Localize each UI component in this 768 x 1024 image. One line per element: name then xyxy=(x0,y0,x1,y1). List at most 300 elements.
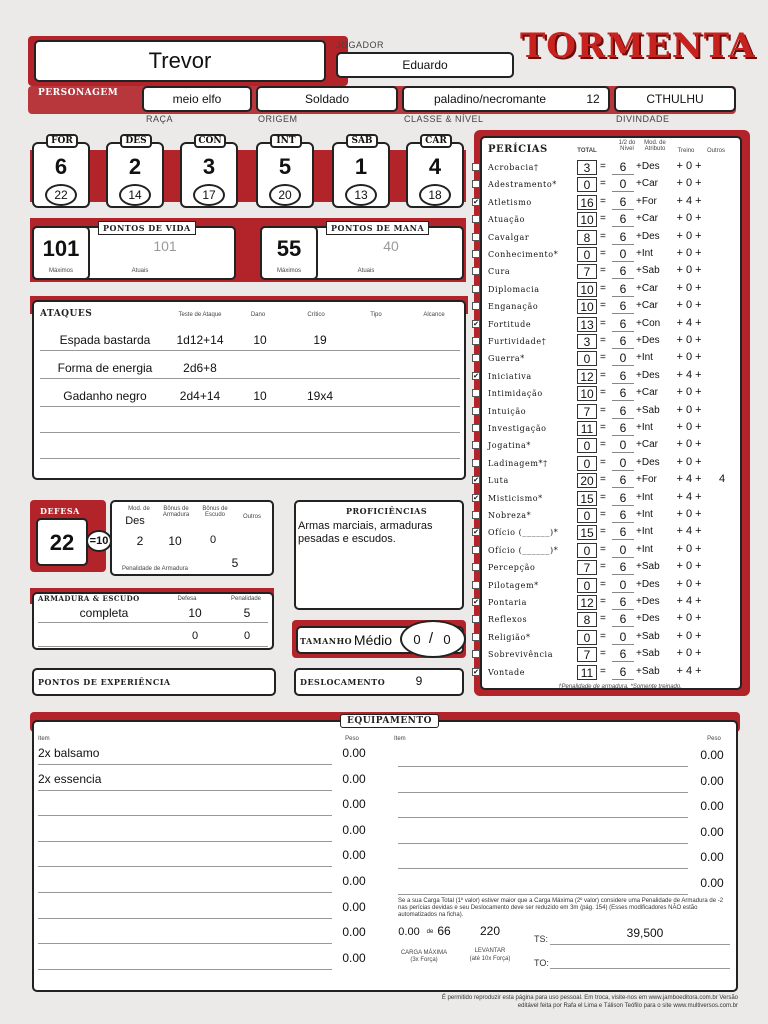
defense-label: DEFESA xyxy=(40,506,80,516)
equip-item-weight[interactable]: 0.00 xyxy=(342,797,366,812)
skill-total[interactable]: 0 xyxy=(577,578,597,593)
attack-header-range: Alcance xyxy=(423,312,445,318)
skill-row[interactable] xyxy=(473,473,746,490)
equip-item-weight[interactable]: 0.00 xyxy=(342,822,366,837)
skill-training: + 0 + xyxy=(676,560,702,573)
skill-half-level: 0 xyxy=(612,247,634,262)
skill-equals: = xyxy=(600,161,606,172)
class-value: paladino/necromante xyxy=(433,92,547,106)
skill-total[interactable]: 12 xyxy=(577,595,597,610)
defense-armor-label: Bônus de Armadura xyxy=(162,506,190,518)
skill-half-level: 6 xyxy=(612,665,634,680)
attack-name[interactable]: Espada bastarda xyxy=(59,333,151,347)
skill-total[interactable]: 7 xyxy=(577,560,597,575)
attack-critical[interactable]: 19x4 xyxy=(306,389,334,403)
tormenta-logo: TORMENTA xyxy=(520,26,756,66)
skill-name: Cura xyxy=(488,267,511,277)
skill-row[interactable] xyxy=(484,386,746,403)
size-b: 0 xyxy=(443,632,451,647)
skill-training: + 4 + xyxy=(676,664,702,677)
skills-footnote: †Penalidade de armadura. *Somente treinado. xyxy=(558,684,682,690)
skill-row[interactable] xyxy=(484,177,746,194)
skill-attr: +Int xyxy=(636,543,653,555)
skill-attr: +Car xyxy=(636,300,658,312)
skill-row[interactable] xyxy=(484,299,746,316)
attr-con[interactable]: CON 3 17 xyxy=(180,134,240,208)
skill-total[interactable]: 20 xyxy=(577,473,597,488)
skills-label: PERÍCIAS xyxy=(488,144,548,155)
skill-half-level: 0 xyxy=(612,177,634,192)
skill-name: Pilotagem* xyxy=(488,580,539,590)
skill-half-level: 6 xyxy=(612,508,634,523)
skill-row[interactable] xyxy=(473,664,746,682)
skill-total[interactable]: 8 xyxy=(577,612,597,627)
skill-equals: = xyxy=(600,230,606,242)
proficiencies-label: PROFICIÊNCIAS xyxy=(346,506,428,516)
skill-row[interactable] xyxy=(484,264,746,281)
skill-attr: +Des xyxy=(636,596,660,607)
attr-for[interactable]: FOR 6 22 xyxy=(32,134,92,208)
skill-half-level: 6 xyxy=(612,421,634,436)
skill-attr: +Des xyxy=(636,456,660,468)
skill-trained-checkbox[interactable] xyxy=(472,389,480,397)
skill-total[interactable]: 15 xyxy=(577,525,597,540)
skill-trained-checkbox[interactable] xyxy=(472,180,480,188)
skill-attr: +Sab xyxy=(636,648,660,660)
lift-label: LEVANTAR xyxy=(474,948,506,954)
skill-row[interactable] xyxy=(484,282,746,299)
skill-trained-checkbox[interactable] xyxy=(472,633,480,641)
skill-attr: +Car xyxy=(636,213,658,225)
skill-name: Misticismo* xyxy=(488,493,543,503)
skill-trained-checkbox[interactable]: ✔ xyxy=(473,477,479,485)
skill-row[interactable] xyxy=(473,194,746,212)
skill-half-level: 0 xyxy=(612,438,634,453)
skill-equals: = xyxy=(600,578,606,590)
skill-total[interactable]: 0 xyxy=(577,543,597,558)
attack-critical[interactable]: 19 xyxy=(313,333,327,347)
skill-half-level: 0 xyxy=(612,456,634,471)
skill-training: + 0 + xyxy=(676,577,702,590)
skill-attr: +Sab xyxy=(636,561,660,573)
skill-row[interactable] xyxy=(484,560,746,577)
skill-total[interactable]: 10 xyxy=(577,212,597,227)
skill-half-level: 6 xyxy=(612,491,634,506)
skill-half-level: 6 xyxy=(612,369,634,384)
skill-row[interactable] xyxy=(484,630,746,647)
personagem-label: PERSONAGEM xyxy=(38,88,119,98)
skill-name: Intuição xyxy=(488,406,527,416)
attack-name[interactable]: Gadanho negro xyxy=(63,389,147,403)
skill-trained-checkbox[interactable] xyxy=(472,215,480,223)
skill-equals: = xyxy=(600,509,606,520)
skill-row[interactable] xyxy=(484,247,746,264)
skill-training: + 0 + xyxy=(676,299,702,312)
skill-attr: +Des xyxy=(636,613,660,625)
shield-defense[interactable]: 0 xyxy=(191,630,199,642)
skill-total[interactable]: 0 xyxy=(577,508,597,523)
defense-armor-val: 10 xyxy=(168,534,182,548)
skill-trained-checkbox[interactable] xyxy=(472,459,480,467)
skill-attr: +Sab xyxy=(636,404,660,416)
armor-defense[interactable]: 10 xyxy=(188,606,202,620)
skill-trained-checkbox[interactable] xyxy=(472,267,480,275)
equip-item-weight[interactable]: 0.00 xyxy=(342,746,366,760)
skill-row[interactable] xyxy=(484,543,746,560)
skill-trained-checkbox[interactable]: ✔ xyxy=(473,494,479,502)
skill-row[interactable] xyxy=(484,612,746,629)
skill-trained-checkbox[interactable] xyxy=(472,581,480,589)
skill-training: + 0 + xyxy=(676,455,702,468)
skill-total[interactable]: 0 xyxy=(577,438,597,453)
skill-total[interactable]: 12 xyxy=(577,369,597,384)
skill-total[interactable]: 0 xyxy=(577,177,597,192)
skill-half-level: 6 xyxy=(612,560,634,575)
skill-attr: +Car xyxy=(636,282,658,294)
hp-current: 101 xyxy=(153,238,177,254)
skill-training: + 4 + xyxy=(676,316,702,329)
skill-trained-checkbox[interactable] xyxy=(472,163,480,171)
skill-training: + 4 + xyxy=(676,368,702,381)
skill-name: Religião* xyxy=(488,632,531,642)
skill-total[interactable]: 11 xyxy=(577,421,597,436)
skill-equals: = xyxy=(600,491,606,503)
skills-attr-label: Mod. de Atributo xyxy=(644,140,666,152)
movement-label: DESLOCAMENTO xyxy=(300,677,386,687)
skill-total[interactable]: 0 xyxy=(577,456,597,471)
skill-row[interactable] xyxy=(484,334,746,351)
skill-half-level: 6 xyxy=(612,195,634,210)
ts-label: TS: xyxy=(534,934,549,944)
origin-label: ORIGEM xyxy=(258,114,298,124)
skill-attr: +Sab xyxy=(636,265,660,277)
attack-test[interactable]: 1d12+14 xyxy=(176,333,224,347)
skill-attr: +Int xyxy=(636,248,653,259)
skill-trained-checkbox[interactable] xyxy=(472,563,480,571)
skill-half-level: 6 xyxy=(612,525,634,540)
skill-name: Nobreza* xyxy=(488,511,532,520)
skill-trained-checkbox[interactable]: ✔ xyxy=(473,320,479,328)
skill-training: + 4 + xyxy=(676,525,702,538)
skill-equals: = xyxy=(600,404,606,416)
skill-row[interactable] xyxy=(484,508,746,525)
level-value: 12 xyxy=(586,92,600,106)
skill-training: + 0 + xyxy=(676,403,702,416)
skill-trained-checkbox[interactable] xyxy=(472,285,480,293)
race-value: meio elfo xyxy=(172,92,222,106)
defense-base: =10 xyxy=(86,530,112,552)
skill-trained-checkbox[interactable] xyxy=(472,233,480,241)
skill-row[interactable] xyxy=(484,456,746,473)
skill-attr: +Int xyxy=(636,509,653,520)
skill-training: + 0 + xyxy=(676,264,702,277)
skill-row[interactable] xyxy=(484,230,746,247)
size-slash: / xyxy=(428,630,434,647)
skill-row[interactable] xyxy=(473,595,746,612)
skill-trained-checkbox[interactable]: ✔ xyxy=(473,668,479,676)
skill-attr: +Des xyxy=(636,161,660,172)
equip-item-weight[interactable]: 0.00 xyxy=(700,748,724,762)
skill-half-level: 6 xyxy=(612,212,634,227)
size-label: TAMANHO xyxy=(300,636,353,646)
skill-name: Furtividade† xyxy=(488,337,547,346)
skill-half-level: 0 xyxy=(612,630,634,645)
skill-trained-checkbox[interactable] xyxy=(472,441,480,449)
skill-name: Iniciativa xyxy=(488,371,532,381)
skill-training: + 0 + xyxy=(676,438,702,451)
skill-attr: +Car xyxy=(636,439,658,451)
armor-name[interactable]: completa xyxy=(79,606,129,620)
equip-item-weight[interactable]: 0.00 xyxy=(700,876,724,890)
skill-training: + 0 + xyxy=(676,508,702,520)
equip-weight-label-right: Peso xyxy=(707,736,721,742)
skill-name: Ofício (______)* xyxy=(488,545,559,555)
skill-total[interactable]: 10 xyxy=(577,386,597,401)
armor-penalty[interactable]: 5 xyxy=(243,606,251,620)
skill-half-level: 6 xyxy=(612,595,634,610)
to-label: TO: xyxy=(534,958,549,968)
skill-row[interactable] xyxy=(473,525,746,542)
skill-attr: +For xyxy=(636,195,657,207)
skill-attr: +Sab xyxy=(636,665,660,677)
skill-total[interactable]: 11 xyxy=(577,665,597,680)
skill-half-level: 6 xyxy=(612,473,634,488)
skill-name: Intimidação xyxy=(488,389,543,399)
skill-total[interactable]: 15 xyxy=(577,491,597,506)
skill-total[interactable]: 8 xyxy=(577,230,597,245)
skill-trained-checkbox[interactable] xyxy=(472,337,480,345)
defense-total: 22 xyxy=(49,530,75,555)
skill-trained-checkbox[interactable] xyxy=(472,511,480,519)
skill-name: Acrobacia† xyxy=(488,163,539,172)
skill-half-level: 6 xyxy=(612,334,634,349)
skill-attr: +Car xyxy=(636,178,658,190)
skill-name: Cavalgar xyxy=(488,232,530,242)
skill-equals: = xyxy=(600,665,606,677)
skill-row[interactable] xyxy=(484,438,746,455)
skill-equals: = xyxy=(600,213,606,225)
skill-total[interactable]: 7 xyxy=(577,647,597,662)
attack-header-damage: Dano xyxy=(250,312,266,318)
skill-row[interactable] xyxy=(484,160,746,177)
skill-attr: +Des xyxy=(636,230,660,242)
skill-attr: +Des xyxy=(636,578,660,590)
defense-others-label: Outros xyxy=(242,514,261,520)
skill-total[interactable]: 0 xyxy=(577,247,597,262)
skill-trained-checkbox[interactable] xyxy=(472,650,480,658)
equip-item-weight[interactable]: 0.00 xyxy=(342,848,366,863)
equip-item-weight[interactable]: 0.00 xyxy=(700,773,724,788)
skill-total[interactable]: 16 xyxy=(577,195,597,210)
defense-shield-label: Bônus de Escudo xyxy=(202,506,228,518)
skill-equals: = xyxy=(600,439,606,451)
skill-trained-checkbox[interactable] xyxy=(472,407,480,415)
skill-equals: = xyxy=(600,630,606,642)
skill-total[interactable]: 7 xyxy=(577,404,597,419)
skill-name: Ladinagem*† xyxy=(488,458,548,468)
mp-label: PONTOS DE MANA xyxy=(326,221,429,235)
attack-test[interactable]: 2d6+8 xyxy=(183,361,217,375)
skill-trained-checkbox[interactable] xyxy=(472,424,480,432)
hp-current-label: Atuais xyxy=(131,268,149,274)
skill-attr: +For xyxy=(636,474,657,486)
skill-half-level: 0 xyxy=(612,578,634,593)
equip-item-weight[interactable]: 0.00 xyxy=(342,925,366,940)
deity-value: CTHULHU xyxy=(646,92,704,106)
skill-name: Investigação xyxy=(488,424,547,433)
equip-item-weight[interactable]: 0.00 xyxy=(342,950,366,965)
race-label: RAÇA xyxy=(146,114,174,124)
attack-header-test: Teste de Ataque xyxy=(178,312,222,318)
equip-weight-label-left: Peso xyxy=(345,736,359,742)
defense-penalty-label: Penalidade de Armadura xyxy=(121,566,189,572)
lift-value: 220 xyxy=(479,924,501,938)
skill-row[interactable] xyxy=(473,490,746,508)
load-sep: de xyxy=(426,929,434,935)
skill-row[interactable] xyxy=(473,316,746,334)
skill-row[interactable] xyxy=(484,578,746,595)
skill-half-level: 0 xyxy=(612,543,634,558)
attr-des[interactable]: DES 2 14 xyxy=(106,134,166,208)
proficiencies-panel[interactable] xyxy=(294,500,464,610)
equip-item-weight[interactable]: 0.00 xyxy=(342,771,366,786)
skill-total[interactable]: 10 xyxy=(577,299,597,314)
skill-training: + 4 + xyxy=(676,194,702,207)
equip-item-weight[interactable]: 0.00 xyxy=(700,799,724,814)
skill-equals: = xyxy=(600,422,606,433)
skill-row[interactable] xyxy=(484,647,746,664)
skill-training: + 0 + xyxy=(676,647,702,660)
attr-sab[interactable]: SAB 1 13 xyxy=(332,134,392,208)
xp-label: PONTOS DE EXPERIÊNCIA xyxy=(38,677,171,687)
attack-test[interactable]: 2d4+14 xyxy=(179,389,221,403)
skill-half-level: 6 xyxy=(612,317,634,332)
attack-damage[interactable]: 10 xyxy=(253,389,267,403)
equip-item-name[interactable]: 2x essencia xyxy=(38,771,102,786)
load-max: 66 xyxy=(437,924,451,938)
attr-int[interactable]: INT 5 20 xyxy=(256,134,316,208)
load-max-label: CARGA MÁXIMA xyxy=(400,950,448,956)
skill-total[interactable]: 0 xyxy=(577,630,597,645)
skill-training: + 4 + xyxy=(676,595,702,607)
skill-row[interactable] xyxy=(484,421,746,438)
skill-training: + 0 + xyxy=(676,281,702,294)
equip-item-weight[interactable]: 0.00 xyxy=(342,899,366,914)
skill-total[interactable]: 0 xyxy=(577,351,597,366)
skill-row[interactable] xyxy=(484,212,746,229)
skill-trained-checkbox[interactable] xyxy=(472,354,480,362)
skill-total[interactable]: 3 xyxy=(577,160,597,175)
skill-name: Jogatina* xyxy=(488,441,532,451)
skill-attr: +Des xyxy=(636,369,660,381)
skill-name: Fortitude xyxy=(488,319,532,329)
shield-penalty[interactable]: 0 xyxy=(243,630,251,642)
skill-name: Atuação xyxy=(488,215,526,225)
skill-equals: = xyxy=(600,369,606,381)
skill-total[interactable]: 3 xyxy=(577,334,597,349)
equip-item-weight[interactable]: 0.00 xyxy=(700,824,724,839)
skill-name: Guerra* xyxy=(488,354,525,364)
size-value: Médio xyxy=(353,632,393,648)
skill-name: Ofício (______)* xyxy=(488,528,559,538)
skill-trained-checkbox[interactable] xyxy=(472,302,480,310)
ts-value: 39,500 xyxy=(626,926,664,940)
attr-car[interactable]: CAR 4 18 xyxy=(406,134,466,208)
skill-training: + 0 + xyxy=(676,421,702,433)
skill-equals: = xyxy=(600,648,606,660)
skill-trained-checkbox[interactable]: ✔ xyxy=(473,529,479,537)
load-total: 0.00 xyxy=(398,926,420,938)
skill-equals: = xyxy=(600,178,606,190)
mp-current-label: Atuais xyxy=(357,268,375,274)
skill-training: + 0 + xyxy=(676,351,702,364)
skill-total[interactable]: 10 xyxy=(577,282,597,297)
skill-total[interactable]: 7 xyxy=(577,264,597,279)
mp-current: 40 xyxy=(383,238,399,254)
skill-half-level: 6 xyxy=(612,612,634,627)
skill-row[interactable] xyxy=(473,368,746,386)
skill-half-level: 0 xyxy=(612,351,634,366)
skill-trained-checkbox[interactable]: ✔ xyxy=(473,372,479,380)
player-name: Eduardo xyxy=(402,58,448,72)
skill-equals: = xyxy=(600,561,606,573)
skills-half-label: 1/2 do Nível xyxy=(618,140,636,152)
skill-training: + 0 + xyxy=(676,177,702,190)
skill-training: + 0 + xyxy=(676,334,702,346)
skill-total[interactable]: 13 xyxy=(577,317,597,332)
skill-equals: = xyxy=(600,596,606,607)
attack-name[interactable]: Forma de energia xyxy=(57,361,153,375)
skill-equals: = xyxy=(600,282,606,294)
equip-item-name[interactable]: 2x balsamo xyxy=(38,746,100,760)
skill-training: + 0 + xyxy=(676,229,702,242)
skill-training: + 0 + xyxy=(676,629,702,642)
skill-trained-checkbox[interactable] xyxy=(472,615,480,623)
skill-training: + 4 + xyxy=(676,473,702,486)
attack-damage[interactable]: 10 xyxy=(253,333,267,347)
skill-trained-checkbox[interactable]: ✔ xyxy=(473,599,479,606)
skill-training: + 0 + xyxy=(676,160,702,172)
defense-shield-val: 0 xyxy=(209,534,217,546)
skill-row[interactable] xyxy=(484,404,746,421)
skill-equals: = xyxy=(600,387,606,399)
equip-item-weight[interactable]: 0.00 xyxy=(700,850,724,865)
skill-equals: = xyxy=(600,317,606,329)
skill-name: Atletismo xyxy=(488,197,532,207)
skill-equals: = xyxy=(600,474,606,486)
skill-attr: +Int xyxy=(636,491,653,503)
skill-attr: +Int xyxy=(636,422,653,433)
equip-item-label-right: Item xyxy=(394,736,406,742)
hp-max: 101 xyxy=(42,236,80,261)
skill-name: Reflexos xyxy=(488,615,528,625)
skill-trained-checkbox[interactable] xyxy=(472,546,480,554)
skill-equals: = xyxy=(600,352,606,364)
skill-half-level: 6 xyxy=(612,299,634,314)
skill-trained-checkbox[interactable] xyxy=(472,250,480,258)
proficiencies-text: Armas marciais, armaduras pesadas e escudos. xyxy=(298,520,433,545)
skills-total-label: TOTAL xyxy=(577,148,597,154)
skill-trained-checkbox[interactable]: ✔ xyxy=(473,198,479,206)
skill-name: Sobrevivência xyxy=(488,650,554,660)
skill-half-level: 6 xyxy=(612,160,634,175)
class-label: CLASSE & NÍVEL xyxy=(404,114,484,124)
skills-train-label: Treino xyxy=(677,148,695,154)
skill-row[interactable] xyxy=(484,351,746,368)
armor-penalty-label: Penalidade xyxy=(230,596,262,602)
equip-item-weight[interactable]: 0.00 xyxy=(342,874,366,888)
skill-equals: = xyxy=(600,300,606,312)
